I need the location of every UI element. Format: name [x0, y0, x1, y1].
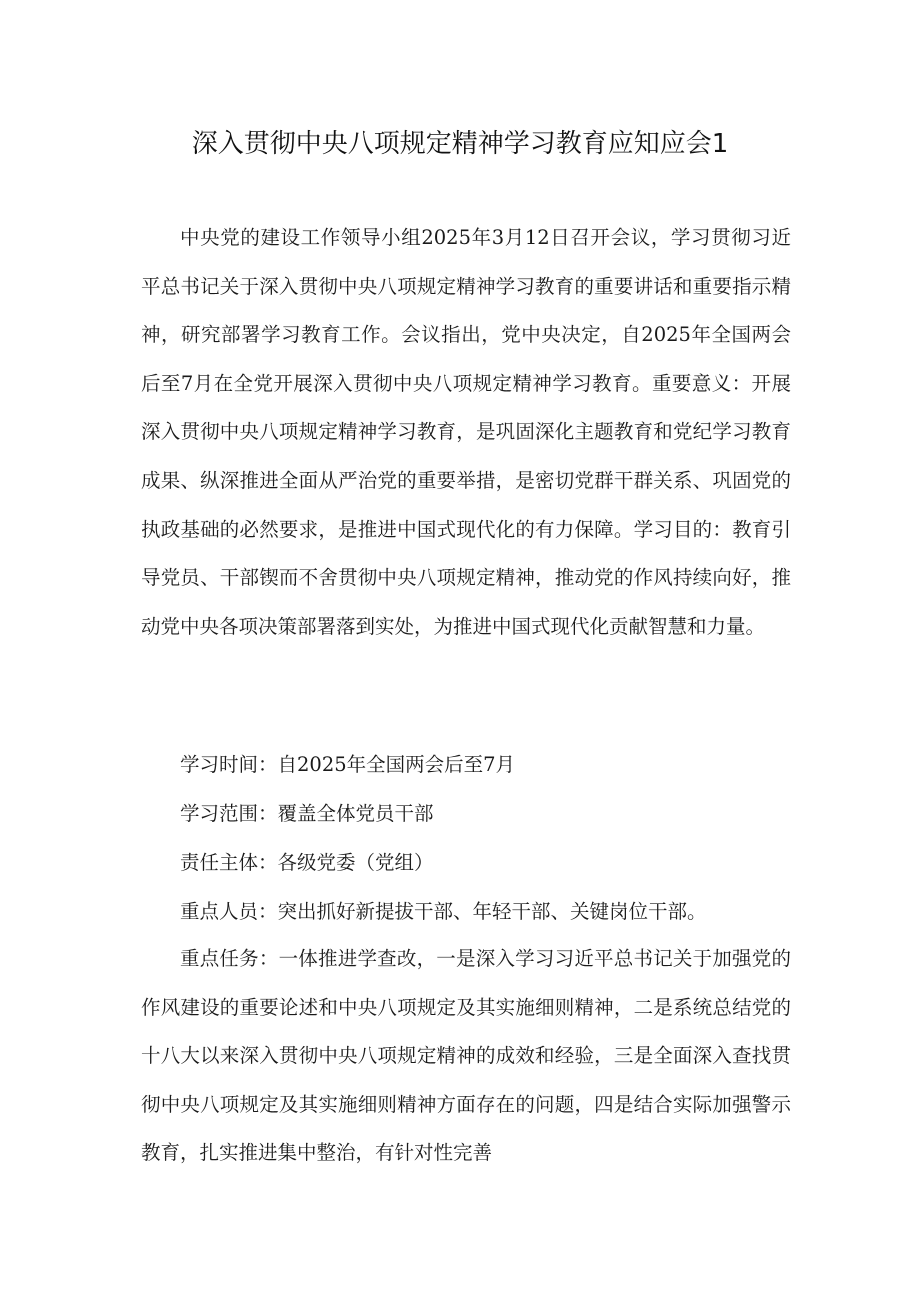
- responsible-subject-line: 责任主体：各级党委（党组）: [180, 851, 434, 874]
- key-personnel-line: 重点人员：突出抓好新提拔干部、年轻干部、关键岗位干部。: [180, 900, 707, 923]
- document-title: 深入贯彻中央八项规定精神学习教育应知应会1: [191, 129, 729, 159]
- study-scope-line: 学习范围：覆盖全体党员干部: [180, 802, 434, 825]
- study-time-line: 学习时间：自2025年全国两会后至7月: [180, 753, 516, 776]
- intro-paragraph: 中央党的建设工作领导小组2025年3月12日召开会议，学习贯彻习近平总书记关于深入贯彻中央八项规定精神学习教育的重要讲话和重要指示精神，研究部署学习教育工作。会议指出，党中央决定，自2025年全国两会后至7月在全党开展深入贯彻中央八项规定精神学习教育。重要意义：开展深入贯彻中央八项规定精神学习教育，是巩固深化主题教育和党纪学习教育成果、纵深推进全面从严治党的重要举措，是密切党群干群关系、巩固党的执政基础的必然要求，是推进中国式现代化的有力保障。学习目的：教育引导党员、干部锲而不舍贯彻中央八项规定精神，推动党的作风持续向好，推动党中央各项决策部署落到实处，为推进中国式现代化贡献智慧和力量。: [141, 226, 791, 638]
- key-tasks-paragraph: 重点任务：一体推进学查改，一是深入学习习近平总书记关于加强党的作风建设的重要论述和中央八项规定及其实施细则精神，二是系统总结党的十八大以来深入贯彻中央八项规定精神的成效和经验，三是全面深入查找贯彻中央八项规定及其实施细则精神方面存在的问题，四是结合实际加强警示教育，扎实推进集中整治，有针对性完善: [141, 947, 791, 1165]
